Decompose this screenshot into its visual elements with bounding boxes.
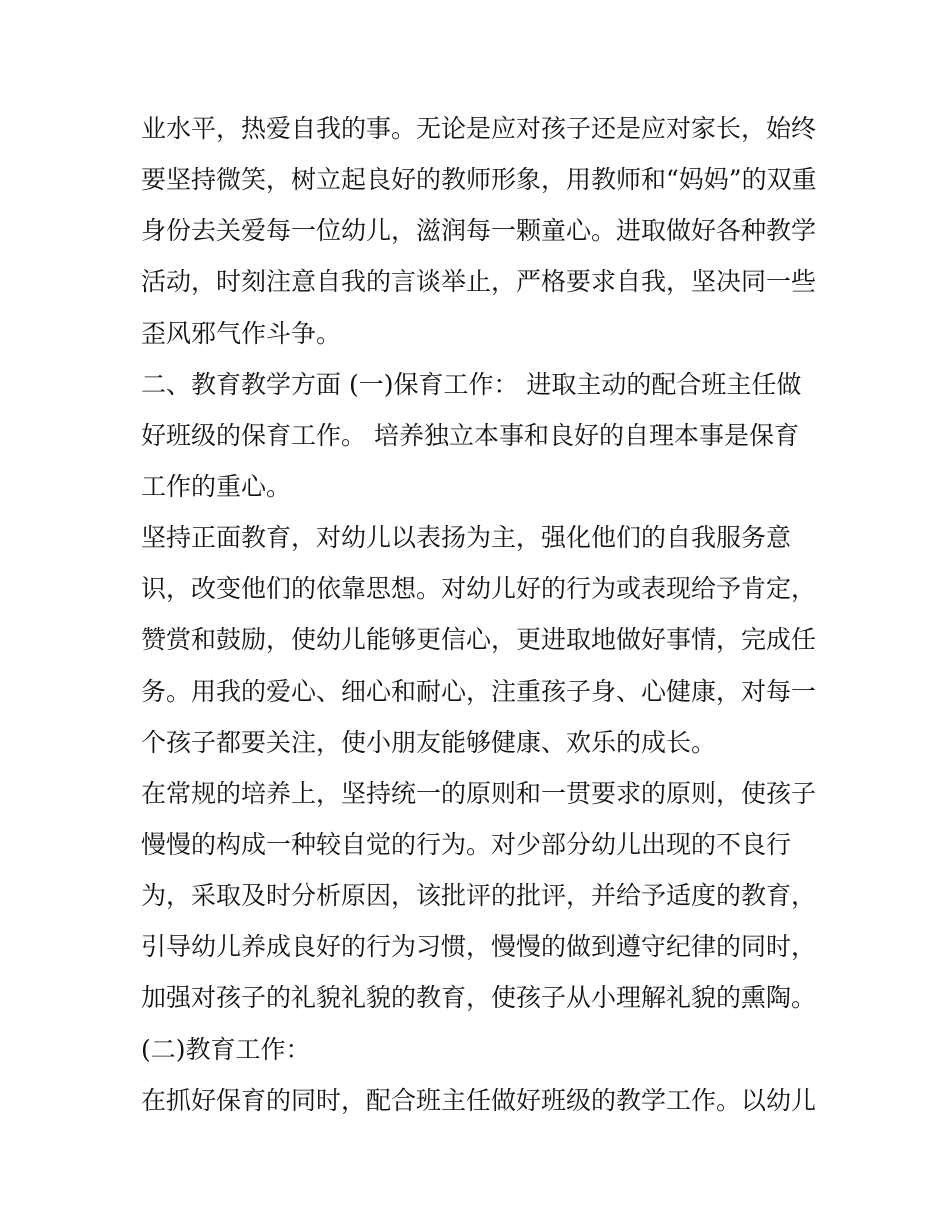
text-line: 歪风邪气作斗争。	[141, 318, 342, 348]
section-heading-line: 二、教育教学方面 (一)保育工作： 进取主动的配合班主任做	[141, 369, 802, 399]
text-line: 坚持正面教育，对幼儿以表扬为主，强化他们的自我服务意	[141, 523, 792, 553]
document-body	[141, 103, 821, 1126]
text-line: 活动，时刻注意自我的言谈举止，严格要求自我，坚决同一些	[141, 267, 817, 297]
text-line: 为，采取及时分析原因，该批评的批评，并给予适度的教育，	[141, 881, 817, 911]
text-line: 在抓好保育的同时，配合班主任做好班级的教学工作。以幼儿	[141, 1085, 817, 1115]
text-line: 要坚持微笑，树立起良好的教师形象，用教师和“妈妈”的双重	[141, 165, 817, 195]
text-line: 业水平，热爱自我的事。无论是应对孩子还是应对家长，始终	[141, 114, 817, 143]
text-line: 好班级的保育工作。 培养独立本事和良好的自理本事是保育	[141, 420, 799, 450]
text-line: 工作的重心。	[141, 471, 292, 501]
text-line: 加强对孩子的礼貌礼貌的教育，使孩子从小理解礼貌的熏陶。	[141, 983, 817, 1013]
subsection-heading: (二)教育工作：	[141, 1034, 311, 1064]
text-line: 引导幼儿养成良好的行为习惯，慢慢的做到遵守纪律的同时，	[141, 932, 817, 962]
text-line: 识，改变他们的依靠思想。对幼儿好的行为或表现给予肯定，	[141, 574, 817, 604]
text-line: 身份去关爱每一位幼儿，滋润每一颗童心。进取做好各种教学	[141, 216, 817, 246]
text-line: 慢慢的构成一种较自觉的行为。对少部分幼儿出现的不良行	[141, 829, 792, 859]
text-line: 赞赏和鼓励，使幼儿能够更信心，更进取地做好事情，完成任	[141, 625, 817, 655]
text-line: 在常规的培养上，坚持统一的原则和一贯要求的原则，使孩子	[141, 778, 817, 808]
text-line: 务。用我的爱心、细心和耐心，注重孩子身、心健康，对每一	[141, 676, 817, 706]
text-line: 个孩子都要关注，使小朋友能够健康、欢乐的成长。	[141, 727, 717, 757]
